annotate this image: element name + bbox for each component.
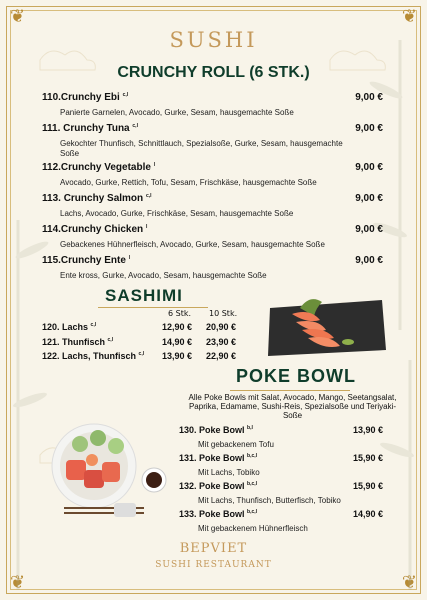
corner-ornament-top-right: ❦ (401, 6, 417, 27)
sashimi-col-10-header: 10 Stk. (209, 309, 238, 318)
menu-item-price: 9,00 € (355, 193, 383, 204)
menu-item-price: 9,00 € (355, 162, 383, 173)
poke-item-description: Mit Lachs, Thunfisch, Butterfisch, Tobiko (198, 496, 341, 505)
poke-intro-text: Alle Poke Bowls mit Salat, Avocado, Mango, Seetangsalat, Paprika, Edamame, Sushi-Reis, Spezialsoße und Teriyaki-Soße (188, 393, 397, 420)
poke-item-description: Mit Lachs, Tobiko (198, 468, 260, 477)
sashimi-price-10: 23,90 € (206, 337, 237, 347)
poke-item-price: 15,90 € (352, 453, 383, 463)
footer-subtitle: SUSHI RESTAURANT (155, 560, 272, 570)
sashimi-price-6: 12,90 € (162, 322, 193, 332)
sashimi-row-name: 122. Lachs, Thunfisch $^{c,l}$ (42, 351, 145, 361)
poke-item-name: 133. Poke Bowl $^{b,c,l}$ (179, 509, 258, 519)
menu-item-price: 9,00 € (355, 123, 383, 134)
sashimi-row-name: 120. Lachs $^{c,l}$ (42, 322, 97, 332)
sashimi-plate-image (262, 296, 390, 360)
poke-underline (230, 390, 350, 391)
poke-item-name: 131. Poke Bowl $^{b,c,l}$ (179, 453, 258, 463)
menu-item-description: Lachs, Avocado, Gurke, Frischkäse, Sesam, hausgemachte Soße (60, 209, 294, 218)
menu-item-description: Gebackenes Hühnerfleisch, Avocado, Gurke, Sesam, hausgemachte Soße (60, 240, 325, 249)
menu-item-name: 110.Crunchy Ebi $^{c,l}$ (42, 92, 129, 103)
menu-item-price: 9,00 € (355, 92, 383, 103)
poke-item-name: 130. Poke Bowl $^{b,l}$ (179, 425, 253, 435)
sashimi-price-6: 14,90 € (162, 337, 193, 347)
poke-item-price: 15,90 € (352, 481, 383, 491)
footer-brand: BEPVIET (179, 541, 248, 556)
menu-item-description: Ente kross, Gurke, Avocado, Sesam, hausgemachte Soße (60, 271, 267, 280)
poke-item-description: Mit gebackenem Tofu (198, 440, 274, 449)
menu-item-description: Gekochter Thunfisch, Schnittlauch, Spezialsoße, Gurke, Sesam, hausgemachte Soße (60, 139, 343, 158)
menu-item-name: 111. Crunchy Tuna $^{c,l}$ (42, 123, 138, 134)
menu-item-name: 112.Crunchy Vegetable $^l$ (42, 162, 156, 173)
menu-item-name: 113. Crunchy Salmon $^{c,l}$ (42, 193, 152, 204)
corner-ornament-top-left: ❦ (10, 6, 26, 27)
corner-ornament-bottom-right: ❦ (401, 572, 417, 593)
sashimi-row-name: 121. Thunfisch $^{c,l}$ (42, 337, 114, 347)
section-heading-sashimi: SASHIMI (105, 286, 183, 305)
poke-item-name: 132. Poke Bowl $^{b,c,l}$ (179, 481, 258, 491)
poke-bowl-image (44, 418, 176, 520)
menu-item-price: 9,00 € (355, 224, 383, 235)
sashimi-price-6: 13,90 € (162, 351, 193, 361)
poke-item-price: 13,90 € (352, 425, 383, 435)
poke-item-description: Mit gebackenem Hühnerfleisch (198, 524, 308, 533)
menu-item-description: Avocado, Gurke, Rettich, Tofu, Sesam, Frischkäse, hausgemachte Soße (60, 178, 317, 187)
corner-ornament-bottom-left: ❦ (10, 572, 26, 593)
menu-item-name: 115.Crunchy Ente $^l$ (42, 255, 131, 266)
page-title: SUSHI (169, 28, 258, 52)
sashimi-price-10: 20,90 € (206, 322, 237, 332)
menu-item-name: 114.Crunchy Chicken $^l$ (42, 224, 148, 235)
section-heading-poke: POKE BOWL (236, 366, 356, 386)
sashimi-col-6-header: 6 Stk. (168, 309, 192, 318)
menu-item-description: Panierte Garnelen, Avocado, Gurke, Sesam, hausgemachte Soße (60, 108, 294, 117)
sashimi-underline (98, 307, 208, 308)
section-heading-crunchy: CRUNCHY ROLL (6 STK.) (117, 64, 310, 81)
poke-item-price: 14,90 € (352, 509, 383, 519)
menu-item-price: 9,00 € (355, 255, 383, 266)
sashimi-price-10: 22,90 € (206, 351, 237, 361)
